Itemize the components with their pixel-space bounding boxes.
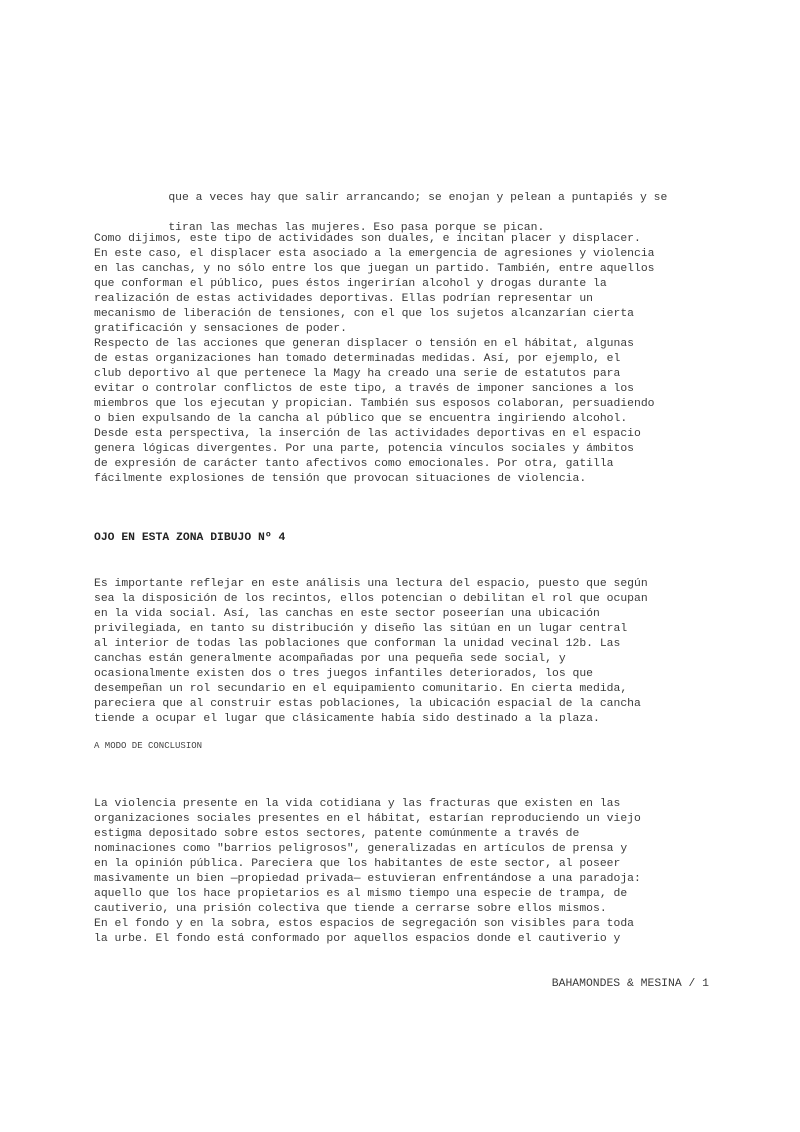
text-line: En este caso, el displacer esta asociado a la emergencia de agresiones y violencia — [94, 248, 655, 260]
text-line: organizaciones sociales presentes en el hábitat, estarían reproduciendo un viejo — [94, 813, 641, 825]
text-line: de expresión de carácter tanto afectivos como emocionales. Por otra, gatilla — [94, 458, 614, 470]
text-line: en las canchas, y no sólo entre los que juegan un partido. También, entre aquellos — [94, 263, 655, 275]
text-line: nominaciones como "barrios peligrosos", generalizadas en artículos de prensa y — [94, 843, 628, 855]
paragraph-space-reading — [94, 577, 710, 727]
text-line: desempeñan un rol secundario en el equipamiento comunitario. En cierta medida, — [94, 683, 628, 695]
conclusion-heading: A MODO DE CONCLUSION — [94, 741, 203, 751]
text-line: tiende a ocupar el lugar que clásicamente había sido destinado a la plaza. — [94, 713, 600, 725]
text-line: masivamente un bien —propiedad privada— estuvieran enfrentándose a una paradoja: — [94, 873, 641, 885]
paragraph-sports-duality — [94, 232, 710, 487]
text-line: cautiverio, una prisión colectiva que tiende a cerrarse sobre ellos mismos. — [94, 903, 607, 915]
text-line: realización de estas actividades deportivas. Ellas podrían representar un — [94, 293, 593, 305]
text-line: en la vida social. Así, las canchas en este sector poseerían una ubicación — [94, 608, 600, 620]
text-line: o bien expulsando de la cancha al público que se encuentra ingiriendo alcohol. — [94, 413, 628, 425]
text-line: La violencia presente en la vida cotidiana y las fracturas que existen en las — [94, 798, 621, 810]
text-line: Respecto de las acciones que generan displacer o tensión en el hábitat, algunas — [94, 338, 635, 350]
text-line: de estas organizaciones han tomado determinadas medidas. Así, por ejemplo, el — [94, 353, 621, 365]
quote-line: que a veces hay que salir arrancando; se enojan y pelean a puntapiés y se — [168, 192, 668, 204]
text-line: miembros que los ejecutan y propician. También sus esposos colaboran, persuadiendo — [94, 398, 655, 410]
paragraph-conclusion — [94, 797, 710, 947]
text-line: al interior de todas las poblaciones que conforman la unidad vecinal 12b. Las — [94, 638, 621, 650]
drawing-note-heading: OJO EN ESTA ZONA DIBUJO Nº 4 — [94, 532, 286, 544]
text-line: que conforman el público, pues éstos ingerirían alcohol y drogas durante la — [94, 278, 607, 290]
text-line: la urbe. El fondo está conformado por aquellos espacios donde el cautiverio y — [94, 933, 621, 945]
text-line: evitar o controlar conflictos de este tipo, a través de imponer sanciones a los — [94, 383, 635, 395]
text-line: privilegiada, en tanto su distribución y diseño las sitúan en un lugar central — [94, 623, 628, 635]
text-line: Como dijimos, este tipo de actividades son duales, e incitan placer y displacer. — [94, 233, 641, 245]
text-line: Es importante reflejar en este análisis una lectura del espacio, puesto que según — [94, 578, 648, 590]
text-line: club deportivo al que pertenece la Magy ha creado una serie de estatutos para — [94, 368, 621, 380]
text-line: en la opinión pública. Pareciera que los habitantes de este sector, al poseer — [94, 858, 621, 870]
text-line: Desde esta perspectiva, la inserción de las actividades deportivas en el espacio — [94, 428, 641, 440]
quote-line: tiran las mechas las mujeres. Eso pasa porque se pican. — [168, 222, 545, 234]
text-line: mecanismo de liberación de tensiones, con el que los sujetos alcanzarían cierta — [94, 308, 635, 320]
text-line: fácilmente explosiones de tensión que provocan situaciones de violencia. — [94, 473, 587, 485]
text-line: En el fondo y en la sobra, estos espacios de segregación son visibles para toda — [94, 918, 635, 930]
text-line: sea la disposición de los recintos, ellos potencian o debilitan el rol que ocupan — [94, 593, 648, 605]
text-line: gratificación y sensaciones de poder. — [94, 323, 347, 335]
text-line: genera lógicas divergentes. Por una parte, potencia vínculos sociales y ámbitos — [94, 443, 635, 455]
text-line: canchas están generalmente acompañadas por una pequeña sede social, y — [94, 653, 566, 665]
text-line: aquello que los hace propietarios es al mismo tiempo una especie de trampa, de — [94, 888, 628, 900]
text-line: ocasionalmente existen dos o tres juegos infantiles deteriorados, los que — [94, 668, 593, 680]
text-line: estigma depositado sobre estos sectores, patente comúnmente a través de — [94, 828, 580, 840]
page-footer: BAHAMONDES & MESINA / 1 — [551, 978, 709, 990]
text-line: pareciera que al construir estas poblaciones, la ubicación espacial de la cancha — [94, 698, 641, 710]
